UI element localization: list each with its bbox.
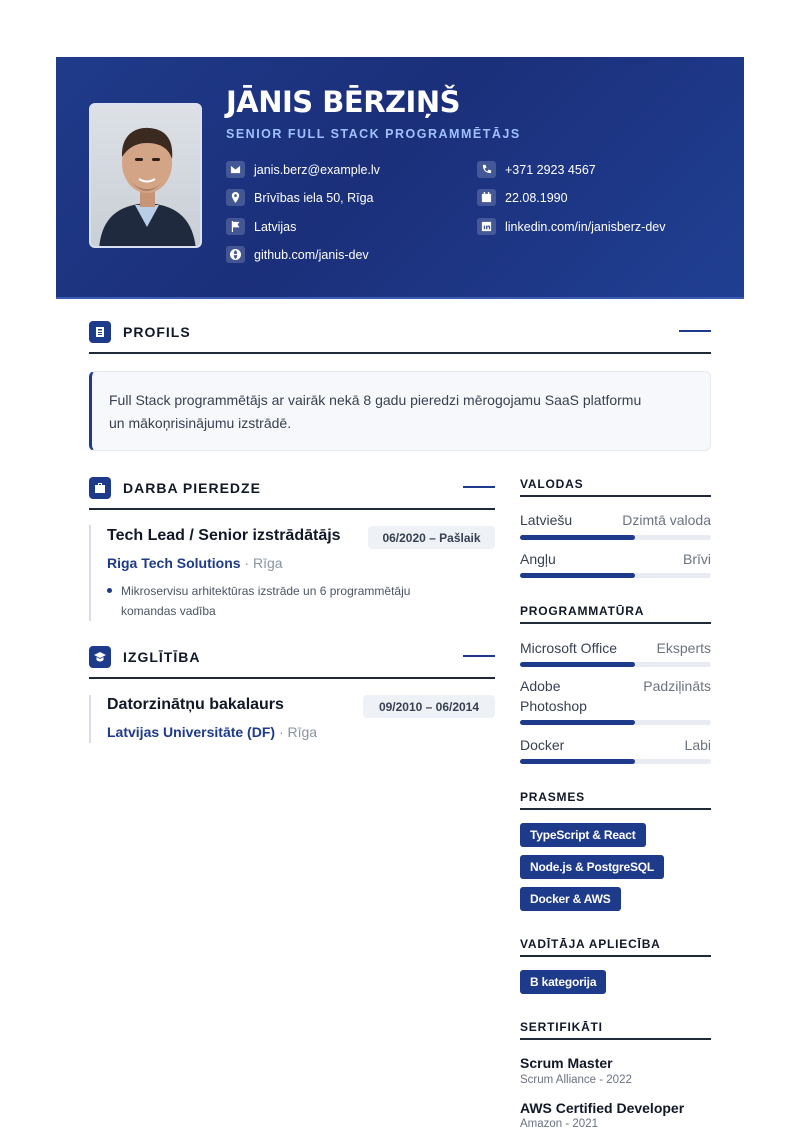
education-institution: Latvijas Universitāte (DF) · Rīga [107, 724, 318, 740]
language-name: Angļu [520, 551, 556, 567]
candidate-name: JĀNIS BĒRZIŅŠ [226, 85, 460, 119]
section-dash [463, 655, 495, 657]
software-level: Eksperts [656, 640, 711, 656]
section-heading-education: IZGLĪTĪBA [89, 646, 200, 668]
contact-phone[interactable]: +371 2923 4567 [477, 161, 596, 178]
section-divider [89, 508, 495, 510]
software-level-bar [520, 720, 711, 725]
language-level: Brīvi [683, 551, 711, 567]
software-name: Docker [520, 737, 565, 753]
email-icon [226, 161, 245, 178]
software-level: Labi [684, 737, 711, 753]
skills-heading: PRASMES [520, 790, 585, 804]
calendar-icon [477, 189, 496, 206]
software-name: Adobe Photoshop [520, 678, 587, 714]
certificate-name: AWS Certified Developer [520, 1100, 685, 1116]
software-level-fill [520, 759, 635, 764]
language-level-fill [520, 573, 635, 578]
section-dash [463, 486, 495, 488]
contact-address: Brīvības iela 50, Rīga [226, 189, 374, 206]
software-level-bar [520, 662, 711, 667]
certificates-heading: SERTIFIKĀTI [520, 1020, 603, 1034]
language-level-fill [520, 535, 635, 540]
phone-icon [477, 161, 496, 178]
profile-photo [89, 103, 202, 248]
resume-header [56, 57, 744, 297]
section-divider [520, 495, 711, 497]
education-dates: 09/2010 – 06/2014 [363, 695, 495, 718]
languages-heading: VALODAS [520, 477, 584, 491]
section-heading-experience: DARBA PIEREDZE [89, 477, 261, 499]
section-heading-profile: PROFILS [89, 321, 191, 343]
certificate-issuer: Scrum Alliance - 2022 [520, 1074, 632, 1086]
contact-email[interactable]: janis.berz@example.lv [226, 161, 380, 178]
degree-title: Datorzinātņu bakalaurs [107, 696, 284, 713]
software-name: Microsoft Office [520, 640, 617, 656]
contact-linkedin[interactable]: linkedin.com/in/janisberz-dev [477, 218, 666, 235]
section-dash [679, 330, 711, 332]
language-level-bar [520, 535, 711, 540]
entry-accent-bar [89, 525, 91, 621]
job-achievement: Mikroservisu arhitektūras izstrāde un 6 programmētāju komandas vadība [121, 584, 411, 618]
software-heading: PROGRAMMATŪRA [520, 604, 645, 618]
id-card-icon [89, 321, 111, 343]
section-divider [520, 1038, 711, 1040]
linkedin-icon [477, 218, 496, 235]
software-level-bar [520, 759, 711, 764]
section-divider [89, 677, 495, 679]
software-level-fill [520, 720, 635, 725]
section-divider [520, 955, 711, 957]
flag-icon [226, 218, 245, 235]
bullet-marker [107, 588, 112, 593]
briefcase-icon [89, 477, 111, 499]
contact-birthdate: 22.08.1990 [477, 189, 568, 206]
contact-nationality: Latvijas [226, 218, 296, 235]
candidate-title: SENIOR FULL STACK PROGRAMMĒTĀJS [226, 127, 521, 141]
section-divider [520, 622, 711, 624]
license-heading: VADĪTĀJA APLIECĪBA [520, 937, 661, 951]
contact-github[interactable]: github.com/janis-dev [226, 246, 369, 263]
certificate-name: Scrum Master [520, 1055, 613, 1071]
software-level: Padziļināts [643, 678, 711, 694]
section-divider [520, 808, 711, 810]
skill-tag: Node.js & PostgreSQL [520, 855, 664, 879]
skill-tag: Docker & AWS [520, 887, 621, 911]
language-name: Latviešu [520, 512, 573, 528]
skill-tag: TypeScript & React [520, 823, 646, 847]
section-divider [89, 352, 711, 354]
language-level-bar [520, 573, 711, 578]
graduation-cap-icon [89, 646, 111, 668]
license-tag: B kategorija [520, 970, 606, 994]
language-level: Dzimtā valoda [622, 512, 711, 528]
profile-summary: Full Stack programmētājs ar vairāk nekā 8 gadu pieredzi mērogojamu SaaS platformu un mākoņrisinājumu izstrādē. [89, 371, 711, 451]
software-level-fill [520, 662, 635, 667]
job-employer: Riga Tech Solutions · Rīga [107, 555, 283, 571]
globe-icon [226, 246, 245, 263]
job-dates: 06/2020 – Pašlaik [368, 526, 495, 549]
entry-accent-bar [89, 695, 91, 743]
location-icon [226, 189, 245, 206]
job-title: Tech Lead / Senior izstrādātājs [107, 527, 341, 544]
certificate-issuer: Amazon - 2021 [520, 1118, 598, 1130]
